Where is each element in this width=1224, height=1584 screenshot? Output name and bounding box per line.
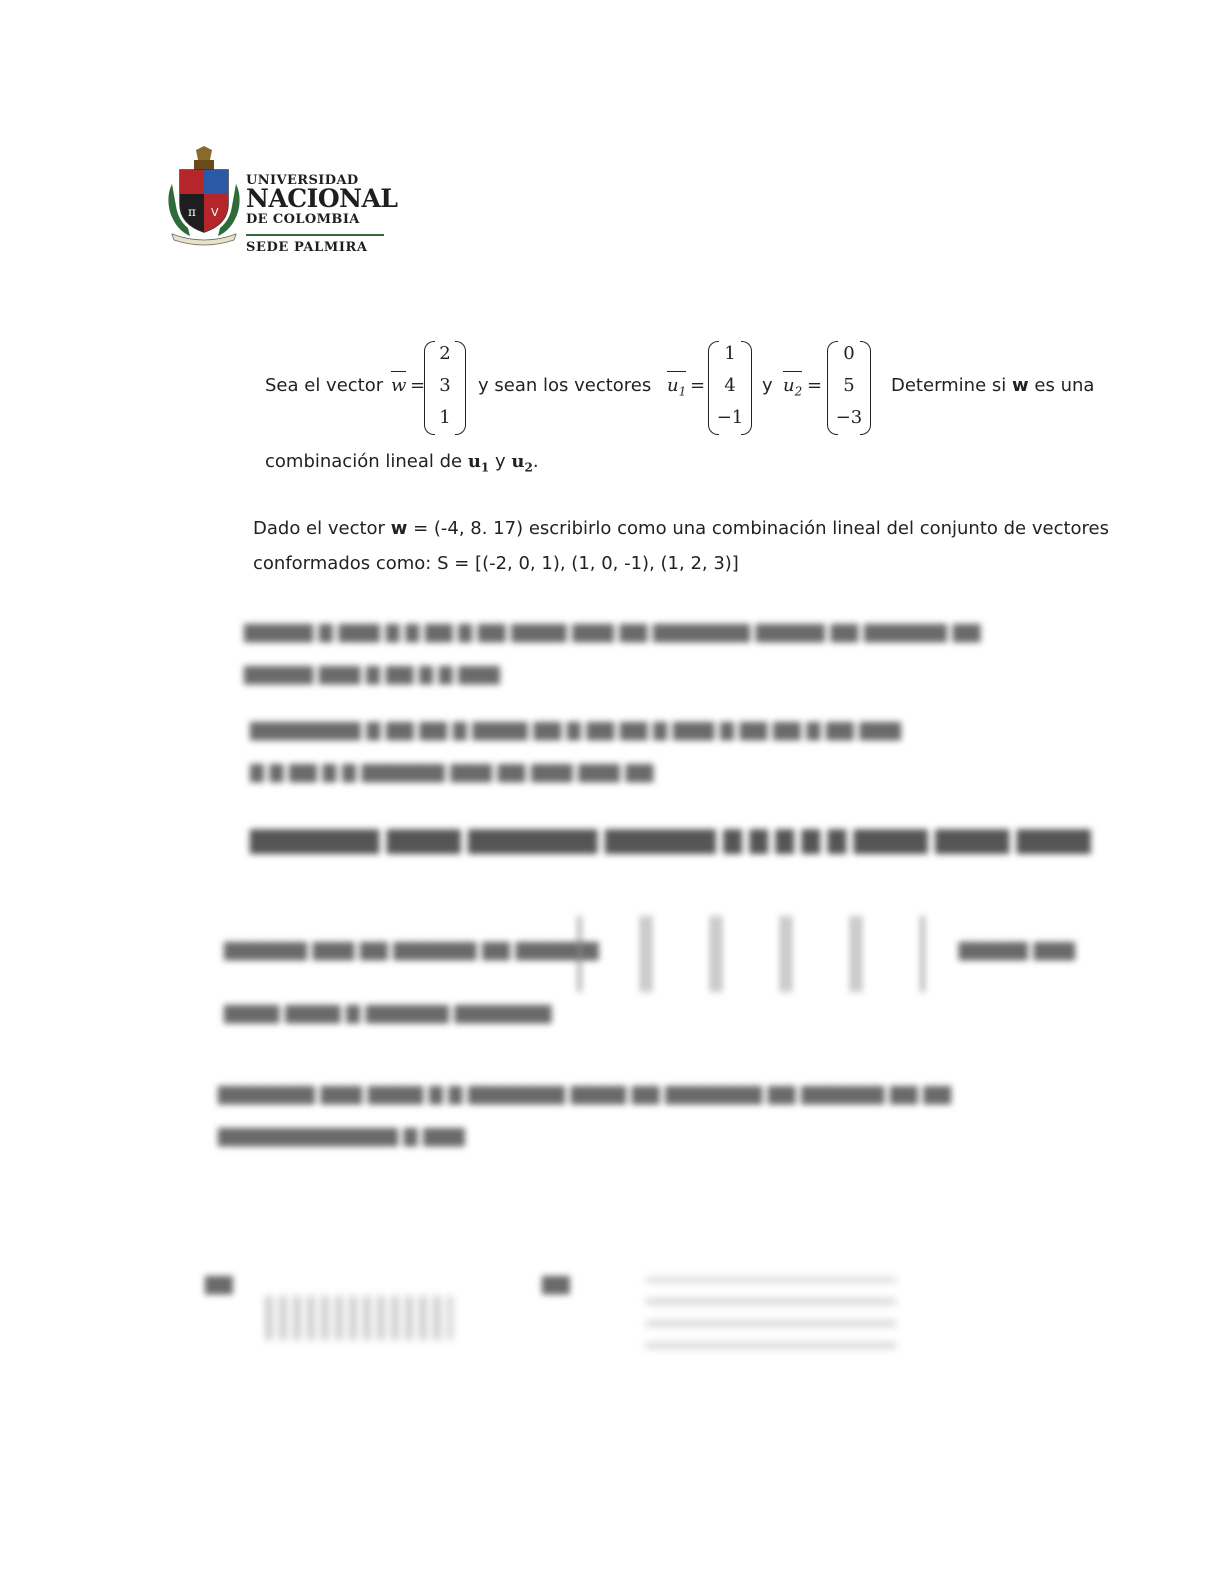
university-logo xyxy=(166,146,396,258)
exercise-1-tail: Determine si w es una xyxy=(891,375,1095,396)
logo-line-universidad: UNIVERSIDAD xyxy=(246,173,359,188)
vector-u1-matrix xyxy=(714,341,746,433)
equals-sign: = xyxy=(807,375,823,396)
blurred-exercise-4: ▇▇▇▇▇▇▇▇ ▇ ▇▇ ▇▇ ▇ ▇▇▇▇ ▇▇ ▇ ▇▇ ▇▇ ▇ ▇▇▇ ▇ ▇▇ ▇▇ ▇ ▇▇ ▇▇▇ ▇ ▇ ▇▇ ▇ ▇ ▇▇▇▇▇▇ ▇▇▇ ▇▇ ▇▇▇ ▇▇▇ ▇▇ xyxy=(250,720,901,783)
blurred-exercise-6: ▇▇▇▇▇▇ ▇▇▇ ▇▇ ▇▇▇▇▇▇ ▇▇ ▇▇▇▇▇▇ ▇▇▇▇▇ ▇▇▇ ▇▇▇▇ ▇▇▇▇ ▇ ▇▇▇▇▇▇ ▇▇▇▇▇▇▇ xyxy=(224,940,1076,1024)
logo-line-sede: SEDE PALMIRA xyxy=(246,240,368,255)
vector-u2-matrix xyxy=(833,341,865,433)
blurred-equation-a xyxy=(266,1296,452,1340)
exercise-1-and: y xyxy=(762,375,773,396)
exercise-1-line-2: combinación lineal de $u_1$ y $u_2$. xyxy=(265,451,539,475)
logo-line-nacional: NACIONAL xyxy=(246,184,398,213)
exercise-2-line-2: conformados como: S = [(-2, 0, 1), (1, 0, -1), (1, 2, 3)] xyxy=(253,553,739,574)
vector-w-matrix xyxy=(430,341,460,433)
exercise-1-lead: Sea el vector xyxy=(265,375,384,396)
exercise-2-line-1: Dado el vector w = (-4, 8. 17) escribirlo como una combinación lineal del conjunto de vectores xyxy=(253,518,1109,539)
vector-u1-symbol: $u_1$ xyxy=(667,375,686,399)
blurred-item-b: ▇▇ xyxy=(542,1274,570,1295)
blurred-item-a: ▇▇ xyxy=(205,1274,233,1295)
exercise-1-mid: y sean los vectores xyxy=(478,375,652,396)
blurred-equation-b xyxy=(646,1278,896,1348)
vector-u2-entry: 5 xyxy=(843,375,855,396)
blurred-exercise-3: ▇▇▇▇▇ ▇ ▇▇▇ ▇ ▇ ▇▇ ▇ ▇▇ ▇▇▇▇ ▇▇▇ ▇▇ ▇▇▇▇▇▇▇ ▇▇▇▇▇ ▇▇ ▇▇▇▇▇▇ ▇▇ ▇▇▇▇▇ ▇▇▇ ▇ ▇▇ ▇ ▇ ▇▇▇ xyxy=(244,622,981,685)
vector-u1-entry: 4 xyxy=(724,375,736,396)
blurred-exercise-5: ▇▇▇▇▇▇▇ ▇▇▇▇ ▇▇▇▇▇▇▇ ▇▇▇▇▇▇ ▇ ▇ ▇ ▇ ▇ ▇▇▇▇ ▇▇▇▇ ▇▇▇▇ xyxy=(250,826,1091,854)
blurred-exercise-7: ▇▇▇▇▇▇▇ ▇▇▇ ▇▇▇▇ ▇ ▇ ▇▇▇▇▇▇▇ ▇▇▇▇ ▇▇ ▇▇▇▇▇▇▇ ▇▇ ▇▇▇▇▇▇ ▇▇ ▇▇ ▇▇▇▇▇▇▇▇▇▇▇▇▇ ▇ ▇▇▇ xyxy=(218,1084,952,1147)
logo-divider xyxy=(246,234,384,236)
blurred-matrices xyxy=(578,916,922,992)
vector-w-entry: 3 xyxy=(439,375,451,396)
vector-u1-entry: 1 xyxy=(724,343,736,364)
vector-w-entry: 2 xyxy=(439,343,451,364)
vector-u1-entry: −1 xyxy=(716,407,744,428)
vector-u2-symbol: $u_2$ xyxy=(783,375,802,399)
equals-sign: = xyxy=(690,375,706,396)
vector-u2-entry: −3 xyxy=(835,407,863,428)
vector-w-entry: 1 xyxy=(439,407,451,428)
svg-text:π: π xyxy=(188,205,196,219)
equals-sign: = xyxy=(410,375,426,396)
svg-text:V: V xyxy=(211,206,219,219)
logo-line-colombia: DE COLOMBIA xyxy=(246,212,360,227)
vector-u2-entry: 0 xyxy=(843,343,855,364)
coat-of-arms-icon xyxy=(166,146,242,246)
vector-w-symbol: w xyxy=(391,375,406,396)
